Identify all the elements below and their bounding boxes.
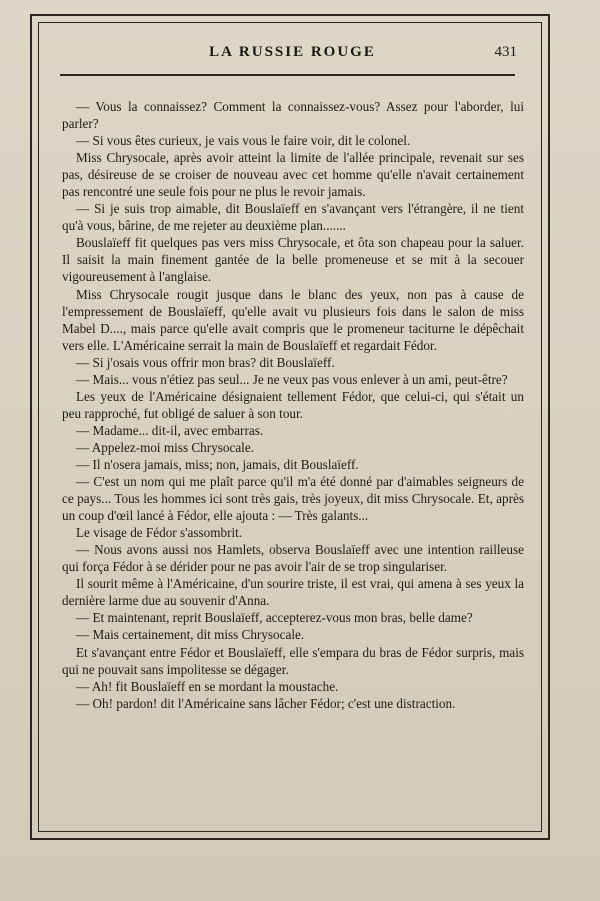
paragraph: — Mais... vous n'étiez pas seul... Je ne veux pas vous enlever à un ami, peut-être?	[76, 371, 508, 387]
paragraph: — Si j'osais vous offrir mon bras? dit Bouslaïeff.	[76, 354, 335, 370]
paragraph: — Nous avons aussi nos Hamlets, observa Bouslaïeff avec une intention railleuse qui força Fédor à se dérider pour ne pas avoir l'air de se trop singulariser.	[62, 542, 524, 575]
paragraph: — C'est un nom qui me plaît parce qu'il m'a été donné par d'aimables seigneurs de ce pays... Tous les hommes ici sont très gais, très joyeux, dit miss Chrysocale. Et, après un coup d'œil lancé à Fédor, elle ajouta : — Très galants...	[62, 474, 524, 524]
header-rule	[60, 74, 515, 76]
paragraph: — Appelez-moi miss Chrysocale.	[76, 439, 254, 455]
paragraph: — Et maintenant, reprit Bouslaïeff, accepterez-vous mon bras, belle dame?	[76, 610, 473, 626]
paragraph: Miss Chrysocale rougit jusque dans le blanc des yeux, non pas à cause de l'empressement de Bouslaïeff, qu'elle avait vu plusieurs fois dans le salon de miss Mabel D...., mais parce qu'elle avait compris que le promeneur taciturne le dépêchait vers elle. L'Américaine serrait la main de Bouslaïeff et regardait Fédor.	[62, 286, 524, 353]
body-text	[62, 98, 524, 712]
paragraph: — Madame... dit-il, avec embarras.	[76, 422, 264, 438]
paragraph: Il sourit même à l'Américaine, d'un sourire triste, il est vrai, qui amena à ses yeux la dernière larme due au souvenir d'Anna.	[62, 576, 524, 609]
paragraph: — Il n'osera jamais, miss; non, jamais, dit Bouslaïeff.	[76, 456, 359, 472]
paragraph: Les yeux de l'Américaine désignaient tellement Fédor, que celui-ci, qui s'était un peu rapproché, fut obligé de saluer à son tour.	[62, 388, 524, 421]
paragraph: — Mais certainement, dit miss Chrysocale.	[76, 627, 305, 643]
page-header	[60, 40, 525, 74]
paragraph: Miss Chrysocale, après avoir atteint la limite de l'allée principale, revenait sur ses pas, désireuse de se croiser de nouveau avec cet homme qu'elle n'avait certainement pas rencontré une seule fois pour ne plus le revoir jamais.	[62, 150, 524, 200]
paragraph: Le visage de Fédor s'assombrit.	[76, 525, 243, 541]
page-number: 431	[494, 44, 517, 60]
paragraph: — Si je suis trop aimable, dit Bouslaïeff en s'avançant vers l'étrangère, il ne tient qu'à vous, bârine, de me rejeter au deuxième plan.......	[62, 201, 524, 234]
paragraph: Bouslaïeff fit quelques pas vers miss Chrysocale, et ôta son chapeau pour la saluer. Il saisit la main finement gantée de la belle promeneuse et se mit à la secouer vigoureusement à l'anglaise.	[62, 235, 524, 285]
paragraph: — Si vous êtes curieux, je vais vous le faire voir, dit le colonel.	[76, 133, 411, 149]
running-title: LA RUSSIE ROUGE	[209, 44, 376, 60]
paragraph: — Ah! fit Bouslaïeff en se mordant la moustache.	[76, 678, 339, 694]
paragraph: — Oh! pardon! dit l'Américaine sans lâcher Fédor; c'est une distraction.	[76, 695, 456, 711]
paragraph: Et s'avançant entre Fédor et Bouslaïeff, elle s'empara du bras de Fédor surpris, mais qui ne pouvait sans impolitesse se dégager.	[62, 644, 524, 677]
paragraph: — Vous la connaissez? Comment la connaissez-vous? Assez pour l'aborder, lui parler?	[62, 99, 524, 132]
